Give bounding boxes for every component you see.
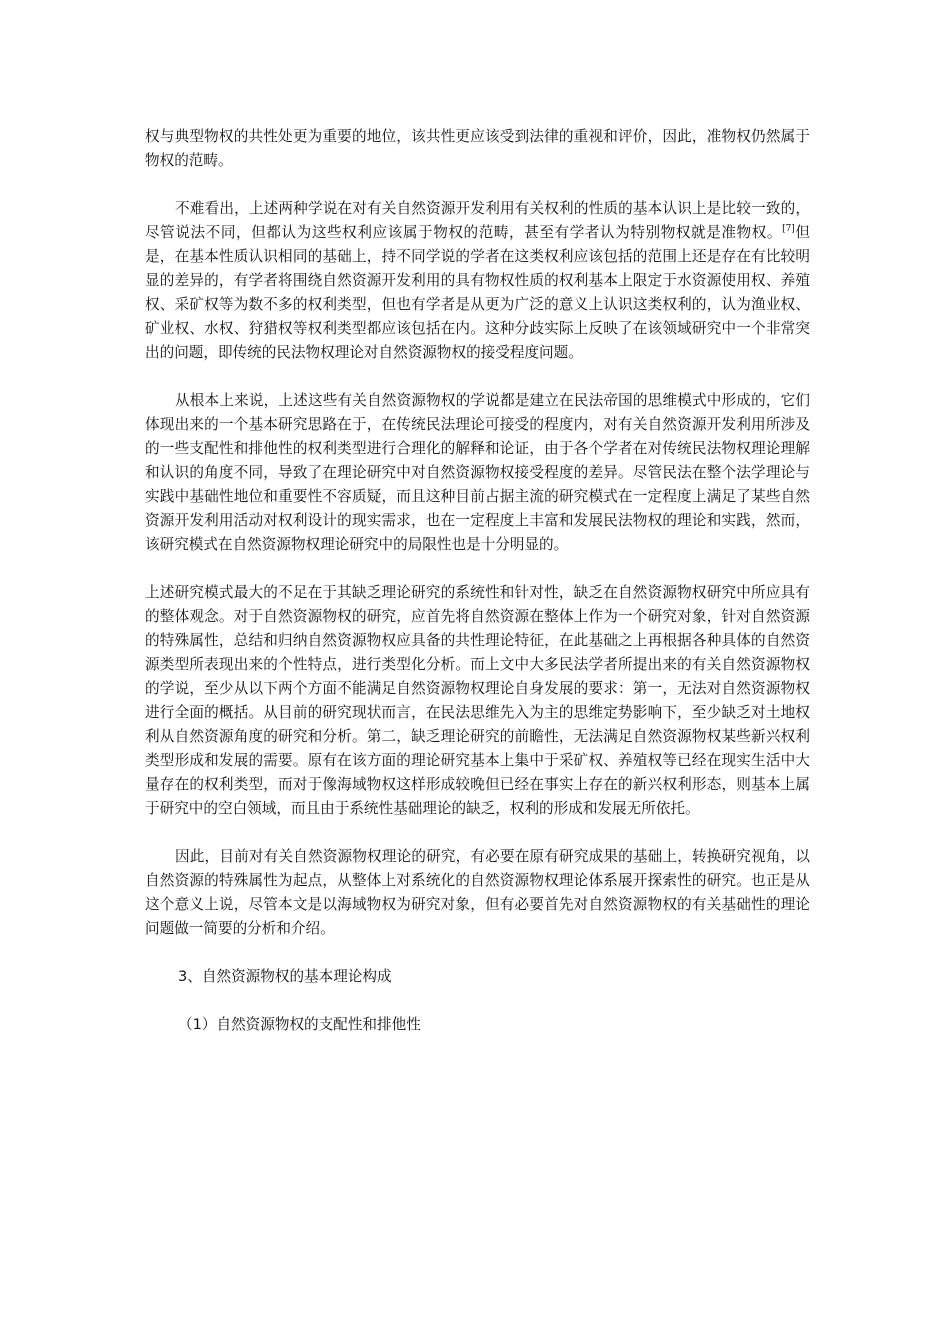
paragraph-spacer <box>145 557 810 581</box>
section-heading: 3、自然资源物权的基本理论构成 <box>178 968 392 985</box>
paragraph-4: 上述研究模式最大的不足在于其缺乏理论研究的系统性和针对性，缺乏在自然资源物权研究中所应具有的整体观念。对于自然资源物权的研究，应首先将自然资源在整体上作为一个研究对象，针对自然资源的特殊属性，总结和归纳自然资源物权应具备的共性理论特征，在此基础之上再根据各种具体的自然资源类型所表现出来的个性特点，进行类型化分析。而上文中大多民法学者所提出来的有关自然资源物权的学说，至少从以下两个方面不能满足自然资源物权理论自身发展的要求：第一，无法对自然资源物权进行全面的概括。从目前的研究现状而言，在民法思维先入为主的思维定势影响下，至少缺乏对土地权利从自然资源角度的研究和分析。第二，缺乏理论研究的前瞻性，无法满足自然资源物权某些新兴权利类型形成和发展的需要。原有在该方面的理论研究基本上集中于采矿权、养殖权等已经在现实生活中大量存在的权利类型，而对于像海域物权这样形成较晚但已经在事实上存在的新兴权利形态，则基本上属于研究中的空白领域，而且由于系统性基础理论的缺乏，权利的形成和发展无所依托。 <box>145 584 810 817</box>
paragraph-5: 因此，目前对有关自然资源物权理论的研究，有必要在原有研究成果的基础上，转换研究视角，以自然资源的特殊属性为起点，从整体上对系统化的自然资源物权理论体系展开探索性的研究。也正是从这个意义上说，尽管本文是以海域物权为研究对象，但有必要首先对自然资源物权的有关基础性的理论问题做一简要的分析和介绍。 <box>145 848 810 937</box>
paragraph-2-text-b: 但是，在基本性质认识相同的基础上，持不同学说的学者在这类权利应该包括的范围上还是存在有比较明显的差异的，有学者将围绕自然资源开发利用的具有物权性质的权利基本上限定于水资源使用权、养殖权、采矿权等为数不多的权利类型，但也有学者是从更为广泛的意义上认识这类权利的，认为渔业权、矿业权、水权、狩猎权等权利类型都应该包括在内。这种分歧实际上反映了在该领域研究中一个非常突出的问题，即传统的民法物权理论对自然资源物权的接受程度问题。 <box>145 224 810 361</box>
paragraph-spacer <box>145 173 810 197</box>
document-body <box>145 125 810 1037</box>
paragraph-spacer <box>145 941 810 965</box>
paragraph-2 <box>145 197 810 365</box>
paragraph-2-text-a: 不难看出，上述两种学说在对有关自然资源开发利用有关权利的性质的基本认识上是比较一致的，尽管说法不同，但都认为这些权利应该属于物权的范畴，甚至有学者认为特别物权就是准物权。 <box>145 200 810 241</box>
paragraph-spacer <box>145 989 810 1013</box>
paragraph-1: 权与典型物权的共性处更为重要的地位，该共性更应该受到法律的重视和评价，因此，准物权仍然属于物权的范畴。 <box>145 128 810 169</box>
subsection-heading: （1）自然资源物权的支配性和排他性 <box>178 1016 421 1033</box>
citation-marker[interactable]: [7] <box>782 224 795 235</box>
paragraph-3: 从根本上来说，上述这些有关自然资源物权的学说都是建立在民法帝国的思维模式中形成的，它们体现出来的一个基本研究思路在于，在传统民法理论可接受的程度内，对有关自然资源开发利用所涉及的一些支配性和排他性的权利类型进行合理化的解释和论证，由于各个学者在对传统民法物权理论理解和认识的角度不同，导致了在理论研究中对自然资源物权接受程度的差异。尽管民法在整个法学理论与实践中基础性地位和重要性不容质疑，而且这种目前占据主流的研究模式在一定程度上满足了某些自然资源开发利用活动对权利设计的现实需求，也在一定程度上丰富和发展民法物权的理论和实践，然而，该研究模式在自然资源物权理论研究中的局限性也是十分明显的。 <box>145 392 810 553</box>
paragraph-spacer <box>145 365 810 389</box>
paragraph-spacer <box>145 821 810 845</box>
